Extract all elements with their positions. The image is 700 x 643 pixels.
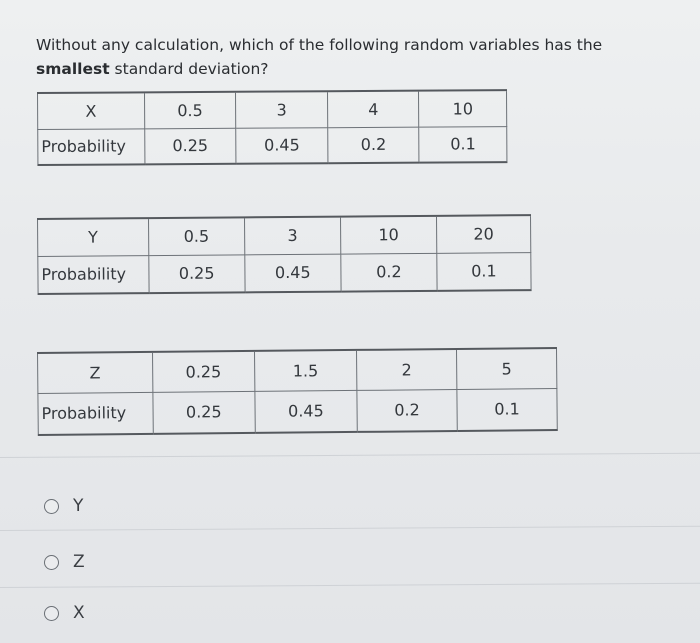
table-x-values-row bbox=[38, 90, 507, 129]
table-y-prob: 0.25 bbox=[148, 254, 244, 293]
radio-button[interactable] bbox=[44, 606, 59, 621]
table-z-value: 0.25 bbox=[152, 351, 255, 392]
table-y-prob-row bbox=[38, 252, 531, 294]
table-y-var-label: Y bbox=[38, 218, 149, 256]
question-line-2-rest: standard deviation? bbox=[109, 60, 269, 78]
answer-option-z[interactable] bbox=[44, 552, 85, 572]
table-x-prob: 0.25 bbox=[144, 128, 236, 165]
option-divider bbox=[0, 583, 700, 588]
table-z bbox=[37, 347, 558, 436]
answer-option-label: Z bbox=[73, 552, 85, 572]
question-text bbox=[36, 33, 676, 81]
answer-option-y[interactable] bbox=[44, 496, 83, 516]
table-z-prob-row bbox=[38, 388, 557, 435]
question-emphasis: smallest bbox=[36, 60, 110, 78]
table-x-prob: 0.2 bbox=[328, 127, 420, 164]
table-x-var-label: X bbox=[38, 92, 145, 129]
table-z-value: 1.5 bbox=[254, 350, 357, 391]
radio-button[interactable] bbox=[44, 499, 59, 514]
option-divider bbox=[0, 526, 700, 531]
table-y-value: 20 bbox=[436, 215, 530, 253]
table-y-prob: 0.1 bbox=[437, 252, 531, 291]
table-y-prob: 0.45 bbox=[245, 254, 341, 293]
answer-option-x[interactable] bbox=[44, 603, 85, 623]
table-z-prob: 0.45 bbox=[255, 390, 358, 433]
table-z-prob-label: Probability bbox=[38, 392, 153, 435]
table-z-prob: 0.25 bbox=[153, 391, 256, 434]
table-x-prob: 0.1 bbox=[419, 126, 507, 163]
option-divider bbox=[0, 453, 700, 458]
table-y-value: 0.5 bbox=[148, 217, 244, 255]
table-z-value: 5 bbox=[456, 348, 556, 389]
table-y-prob: 0.2 bbox=[341, 253, 437, 292]
table-z-prob: 0.2 bbox=[357, 389, 457, 432]
radio-button[interactable] bbox=[44, 555, 59, 570]
table-x-prob-label: Probability bbox=[38, 128, 145, 165]
table-x-value: 10 bbox=[419, 90, 507, 127]
table-x-value: 0.5 bbox=[144, 92, 236, 129]
answer-option-label: X bbox=[73, 603, 85, 623]
table-x bbox=[37, 89, 507, 166]
table-y-prob-label: Probability bbox=[38, 255, 149, 294]
table-x-prob: 0.45 bbox=[236, 127, 328, 164]
table-y-value: 3 bbox=[244, 217, 340, 255]
table-z-prob: 0.1 bbox=[457, 388, 557, 431]
table-x-prob-row bbox=[38, 126, 507, 165]
table-x-value: 4 bbox=[327, 91, 419, 128]
table-x-value: 3 bbox=[236, 91, 328, 128]
table-z-var-label: Z bbox=[38, 352, 153, 393]
table-y-value: 10 bbox=[340, 216, 436, 254]
question-line-1: Without any calculation, which of the following random variables has the bbox=[36, 36, 603, 54]
question-line-2 bbox=[36, 57, 676, 81]
table-y bbox=[37, 214, 532, 295]
answer-option-label: Y bbox=[73, 496, 84, 516]
table-z-value: 2 bbox=[356, 349, 456, 390]
table-z-values-row bbox=[38, 348, 557, 393]
table-y-values-row bbox=[38, 215, 531, 256]
